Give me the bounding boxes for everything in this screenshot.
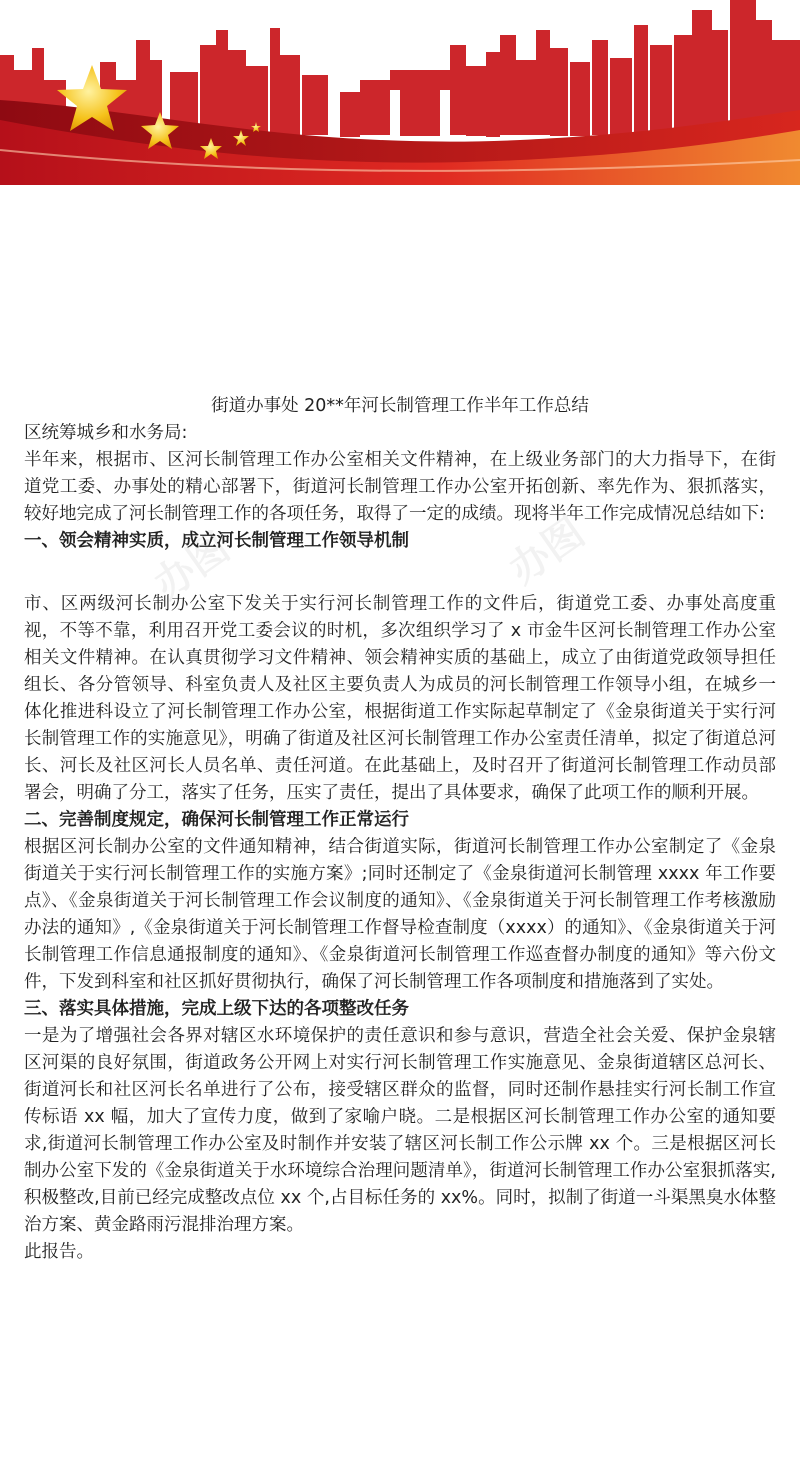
section-heading: 三、落实具体措施，完成上级下达的各项整改任务 (24, 999, 409, 1019)
closing-line: 此报告。 (24, 1242, 94, 1262)
recipient: 区统筹城乡和水务局: (24, 423, 188, 443)
watermark: 办图 (146, 524, 238, 609)
section-heading: 一、领会精神实质，成立河长制管理工作领导机制 (24, 531, 409, 551)
spacer (24, 555, 776, 591)
intro-paragraph: 半年来，根据市、区河长制管理工作办公室相关文件精神，在上级业务部门的大力指导下，在街道党工委、办事处的精心部署下，街道河长制管理工作办公室开拓创新、率先作为、狠抓落实，较好地完成了河长制管理工作的各项任务，取得了一定的成绩。现将半年工作完成情况总结如下: (24, 450, 776, 524)
section-body: 一是为了增强社会各界对辖区水环境保护的责任意识和参与意识，营造全社会关爱、保护金泉辖区河渠的良好氛围，街道政务公开网上对实行河长制管理工作实施意见、金泉街道辖区总河长、街道河长和社区河长名单进行了公布，接受辖区群众的监督，同时还制作悬挂实行河长制工作宣传标语 xx 幅，加大了宣传力度，做到了家喻户晓。二是根据区河长制管理工作办公室的通知要求,街道河长制管理工作办公室及时制作并安装了辖区河长制工作公示牌 xx 个。三是根据区河长制办公室下发的《金泉街道关于水环境综合治理问题清单》，街道河长制管理工作办公室狠抓落实,积极整改,目前已经完成整改点位 xx 个,占目标任务的 xx%。同时，拟制了街道一斗渠黑臭水体整治方案、黄金路雨污混排治理方案。 (24, 1026, 776, 1235)
document-body (24, 393, 776, 1266)
watermark: 办图 (501, 509, 593, 594)
header-banner (0, 0, 800, 185)
city-skyline-illustration (0, 0, 800, 185)
document-title: 街道办事处 20**年河长制管理工作半年工作总结 (211, 396, 589, 416)
section-heading: 二、完善制度规定，确保河长制管理工作正常运行 (24, 810, 409, 830)
section-body: 市、区两级河长制办公室下发关于实行河长制管理工作的文件后，街道党工委、办事处高度重视，不等不靠，利用召开党工委会议的时机，多次组织学习了 x 市金牛区河长制管理工作办公室相关文件精神。在认真贯彻学习文件精神、领会精神实质的基础上，成立了由街道党政领导担任组长、各分管领导、科室负责人及社区主要负责人为成员的河长制管理工作领导小组，在城乡一体化推进科设立了河长制管理工作办公室，根据街道工作实际起草制定了《金泉街道关于实行河长制管理工作的实施意见》，明确了街道及社区河长制管理工作办公室责任清单，拟定了街道总河长、河长及社区河长人员名单、责任河道。在此基础上，及时召开了街道河长制管理工作动员部署会，明确了分工，落实了任务，压实了责任，提出了具体要求，确保了此项工作的顺利开展。 (24, 594, 776, 803)
section-body: 根据区河长制办公室的文件通知精神，结合街道实际，街道河长制管理工作办公室制定了《金泉街道关于实行河长制管理工作的实施方案》;同时还制定了《金泉街道河长制管理 xxxx 年工作要点》、《金泉街道关于河长制管理工作会议制度的通知》、《金泉街道关于河长制管理工作考核激励办法的通知》,《金泉街道关于河长制管理工作督导检查制度（xxxx）的通知》、《金泉街道关于河长制管理工作信息通报制度的通知》、《金泉街道河长制管理工作巡查督办制度的通知》等六份文件，下发到科室和社区抓好贯彻执行，确保了河长制管理工作各项制度和措施落到了实处。 (24, 837, 776, 992)
